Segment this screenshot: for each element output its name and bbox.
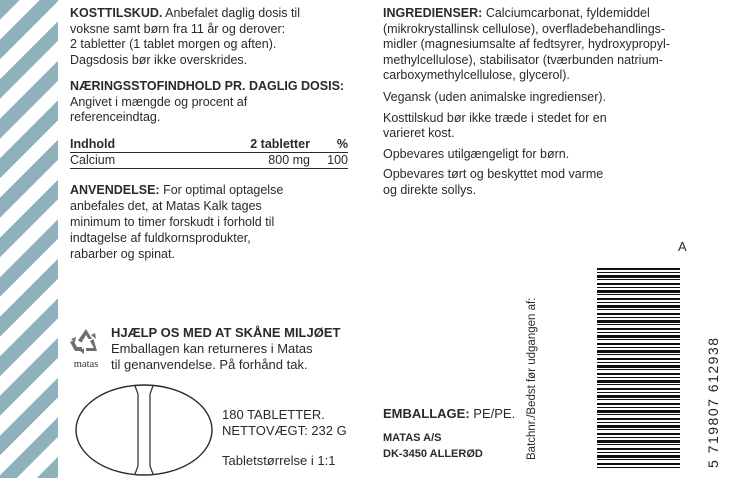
- recycle-line: Emballagen kan returneres i Matas: [111, 341, 313, 356]
- company-line: MATAS A/S: [383, 432, 442, 444]
- packaging-label: EMBALLAGE:: [383, 406, 470, 421]
- usage-line: rabarber og spinat.: [70, 247, 175, 261]
- notes-section: [383, 90, 723, 198]
- note-line: og direkte sollys.: [383, 182, 477, 197]
- ingredients-section: [383, 6, 723, 84]
- dosage-line: Anbefalet daglig dosis til: [165, 6, 300, 20]
- usage-line: minimum to timer forskudt i forhold til: [70, 215, 275, 229]
- nutrient-heading: NÆRINGSSTOFINDHOLD PR. DAGLIG DOSIS:: [70, 79, 345, 93]
- table-header: Indhold: [70, 137, 116, 151]
- usage-line: indtagelse af fuldkornsprodukter,: [70, 231, 251, 245]
- intake-table: [70, 137, 348, 169]
- note-line: Kosttilskud bør ikke træde i stedet for en: [383, 110, 607, 125]
- nutrient-line: Angivet i mængde og procent af: [70, 94, 248, 109]
- usage-heading: ANVENDELSE:: [70, 183, 160, 197]
- barcode-letter: A: [678, 239, 687, 254]
- recycle-heading: HJÆLP OS MED AT SKÅNE MILJØET: [111, 325, 341, 340]
- matas-logo-label: matas: [73, 359, 99, 370]
- table-header-row: [70, 137, 348, 153]
- dosage-heading: KOSTTILSKUD.: [70, 6, 163, 20]
- table-cell: 800 mg: [268, 153, 310, 167]
- package-line: NETTOVÆGT: 232 G: [222, 423, 347, 438]
- note-line: varieret kost.: [383, 126, 455, 140]
- barcode-number: 5 719807 612938: [705, 336, 721, 468]
- ingredients-line: carboxymethylcellulose, glycerol).: [383, 68, 570, 82]
- usage-line: anbefales det, at Matas Kalk tages: [70, 199, 262, 213]
- table-cell: 100: [327, 153, 348, 167]
- ingredients-line: methylcellulose), stabilisator (tværbunden natrium-: [383, 52, 663, 67]
- packaging-info: [383, 406, 533, 422]
- recycle-line: til genanvendelse. På forhånd tak.: [111, 357, 308, 372]
- note-line: Opbevares utilgængeligt for børn.: [383, 146, 570, 161]
- note-line: Opbevares tørt og beskyttet mod varme: [383, 167, 604, 181]
- ingredients-line: (mikrokrystallinsk cellulose), overfladebehandlings-: [383, 21, 666, 36]
- recycle-section: [111, 325, 371, 373]
- company-info: [383, 430, 533, 462]
- company-line: DK-3450 ALLERØD: [383, 448, 483, 460]
- table-header: %: [336, 137, 348, 151]
- ingredients-heading: INGREDIENSER:: [383, 6, 483, 20]
- decorative-stripes: [0, 0, 58, 478]
- table-cell: Calcium: [70, 153, 116, 167]
- tablet-size-note: Tabletstørrelse i 1:1: [222, 453, 336, 468]
- ingredients-line: midler (magnesiumsalte af fedtsyrer, hydroxypropyl-: [383, 37, 670, 51]
- dosage-section: [70, 6, 360, 68]
- usage-line: For optimal optagelse: [163, 183, 284, 197]
- nutrient-line: referenceindtag.: [70, 110, 161, 124]
- note-line: Vegansk (uden animalske ingredienser).: [383, 90, 607, 104]
- nutrient-section: [70, 79, 370, 126]
- packaging-value: PE/PE.: [473, 406, 516, 421]
- table-header: 2 tabletter: [250, 137, 310, 151]
- matas-recycle-logo: [66, 327, 106, 373]
- tablet-illustration: [74, 380, 214, 478]
- dosage-line: 2 tabletter (1 tablet morgen og aften).: [70, 37, 277, 51]
- usage-section: [70, 182, 360, 262]
- ingredients-line: Calciumcarbonat, fyldemiddel: [485, 6, 650, 20]
- package-section: [222, 407, 382, 469]
- dosage-line: Dagsdosis bør ikke overskrides.: [70, 52, 248, 67]
- batch-label: Batchnr./Bedst før udgangen af:: [526, 297, 538, 460]
- recycle-icon: [68, 327, 104, 357]
- table-row: [70, 153, 348, 169]
- dosage-line: voksne samt børn fra 11 år og derover:: [70, 21, 286, 36]
- package-line: 180 TABLETTER.: [222, 407, 325, 422]
